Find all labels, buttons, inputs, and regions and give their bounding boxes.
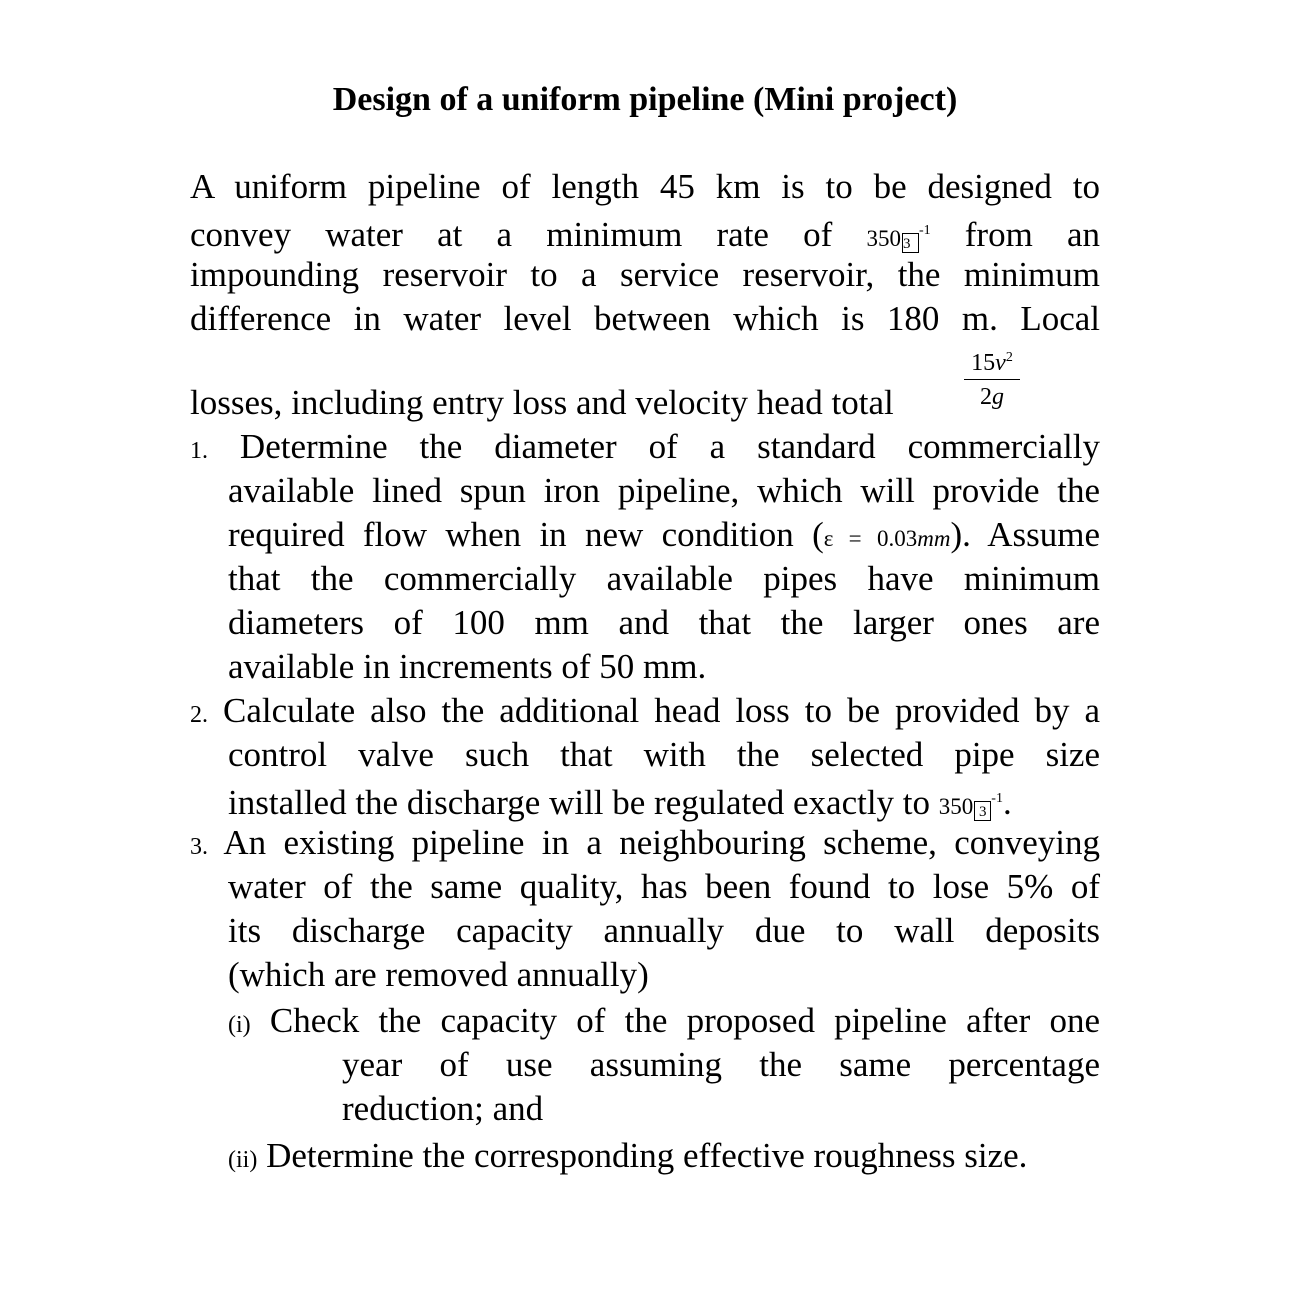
intro-line-4: difference in water level between which is 180 m. Local <box>190 299 1100 338</box>
intro-line-1: A uniform pipeline of length 45 km is to be designed to <box>190 167 1100 206</box>
intro-line-2-from: from <box>964 215 1033 254</box>
item-1-line-4: that the commercially available pipes have minimum <box>228 559 1100 598</box>
item-2-line-3-text: installed the discharge will be regulated exactly to <box>228 783 939 822</box>
item-2-text-1: Calculate also the additional head loss to be provided by a <box>223 691 1100 730</box>
subitem-ii-line-1 <box>228 1134 1027 1182</box>
fraction-denominator: 2g <box>980 384 1004 410</box>
epsilon-value: 0.03 <box>876 526 918 551</box>
subitem-i-text-1: Check the capacity of the proposed pipeline after one <box>269 1001 1100 1040</box>
unit-box-icon: 3 <box>902 233 919 253</box>
item-3-text-1: An existing pipeline in a neighbouring scheme, conveying <box>223 823 1100 862</box>
flow-rate <box>866 215 930 254</box>
item-2-number: 2. <box>190 702 208 728</box>
item-1-line-5: diameters of 100 mm and that the larger ones are <box>228 603 1100 642</box>
item-1-text-1: Determine the diameter of a standard commercially <box>239 427 1100 466</box>
item-2-period: . <box>1002 783 1012 822</box>
item-2-flow-rate: 350 <box>938 794 974 819</box>
item-1-line-3-end: Assume <box>987 515 1100 554</box>
item-2-unit-exponent: -1 <box>991 791 1003 806</box>
roughness-expression: (ε = 0.03mm). <box>812 515 971 554</box>
unit-exponent: -1 <box>918 223 931 238</box>
loss-fraction <box>964 342 1020 414</box>
epsilon-symbol: ε = <box>823 526 877 551</box>
item-1-line-1 <box>190 425 1100 473</box>
subitem-ii-text-1: Determine the corresponding effective roughness size. <box>266 1136 1028 1175</box>
item-1-line-6: available in increments of 50 mm. <box>228 647 707 686</box>
intro-line-2-an: an <box>1067 215 1101 254</box>
unit-box-icon: 3 <box>974 801 991 821</box>
subitem-i-line-3: reduction; and <box>342 1089 544 1128</box>
item-2-line-1 <box>190 689 1100 737</box>
fraction-numerator: $15v^2$ <box>964 342 1020 380</box>
subitem-i-label: (i) <box>228 1012 251 1038</box>
item-3-line-2: water of the same quality, has been found to lose 5% of <box>228 867 1100 906</box>
item-1-line-3 <box>228 513 1100 561</box>
subitem-i-line-1 <box>228 999 1100 1047</box>
item-1-number: 1. <box>190 438 208 464</box>
item-1-line-2: available lined spun iron pipeline, which will provide the <box>228 471 1100 510</box>
item-1-line-3-start: required flow when in new condition <box>228 515 794 554</box>
intro-line-5: losses, including entry loss and velocity head total <box>190 383 894 422</box>
intro-line-3: impounding reservoir to a service reservoir, the minimum <box>190 255 1100 294</box>
item-3-line-3: its discharge capacity annually due to wall deposits <box>228 911 1100 950</box>
epsilon-unit: mm <box>917 526 951 551</box>
subitem-i-line-2: year of use assuming the same percentage <box>342 1045 1100 1084</box>
item-3-line-1 <box>190 821 1100 869</box>
item-3-number: 3. <box>190 834 208 860</box>
intro-line-2-words: convey water at a minimum rate of <box>190 215 833 254</box>
flow-rate-value: 350 <box>866 226 901 251</box>
subitem-ii-label: (ii) <box>228 1147 258 1173</box>
item-3-line-4: (which are removed annually) <box>228 955 649 994</box>
item-2-line-2: control valve such that with the selected pipe size <box>228 735 1100 774</box>
page-title: Design of a uniform pipeline (Mini project) <box>332 81 958 118</box>
